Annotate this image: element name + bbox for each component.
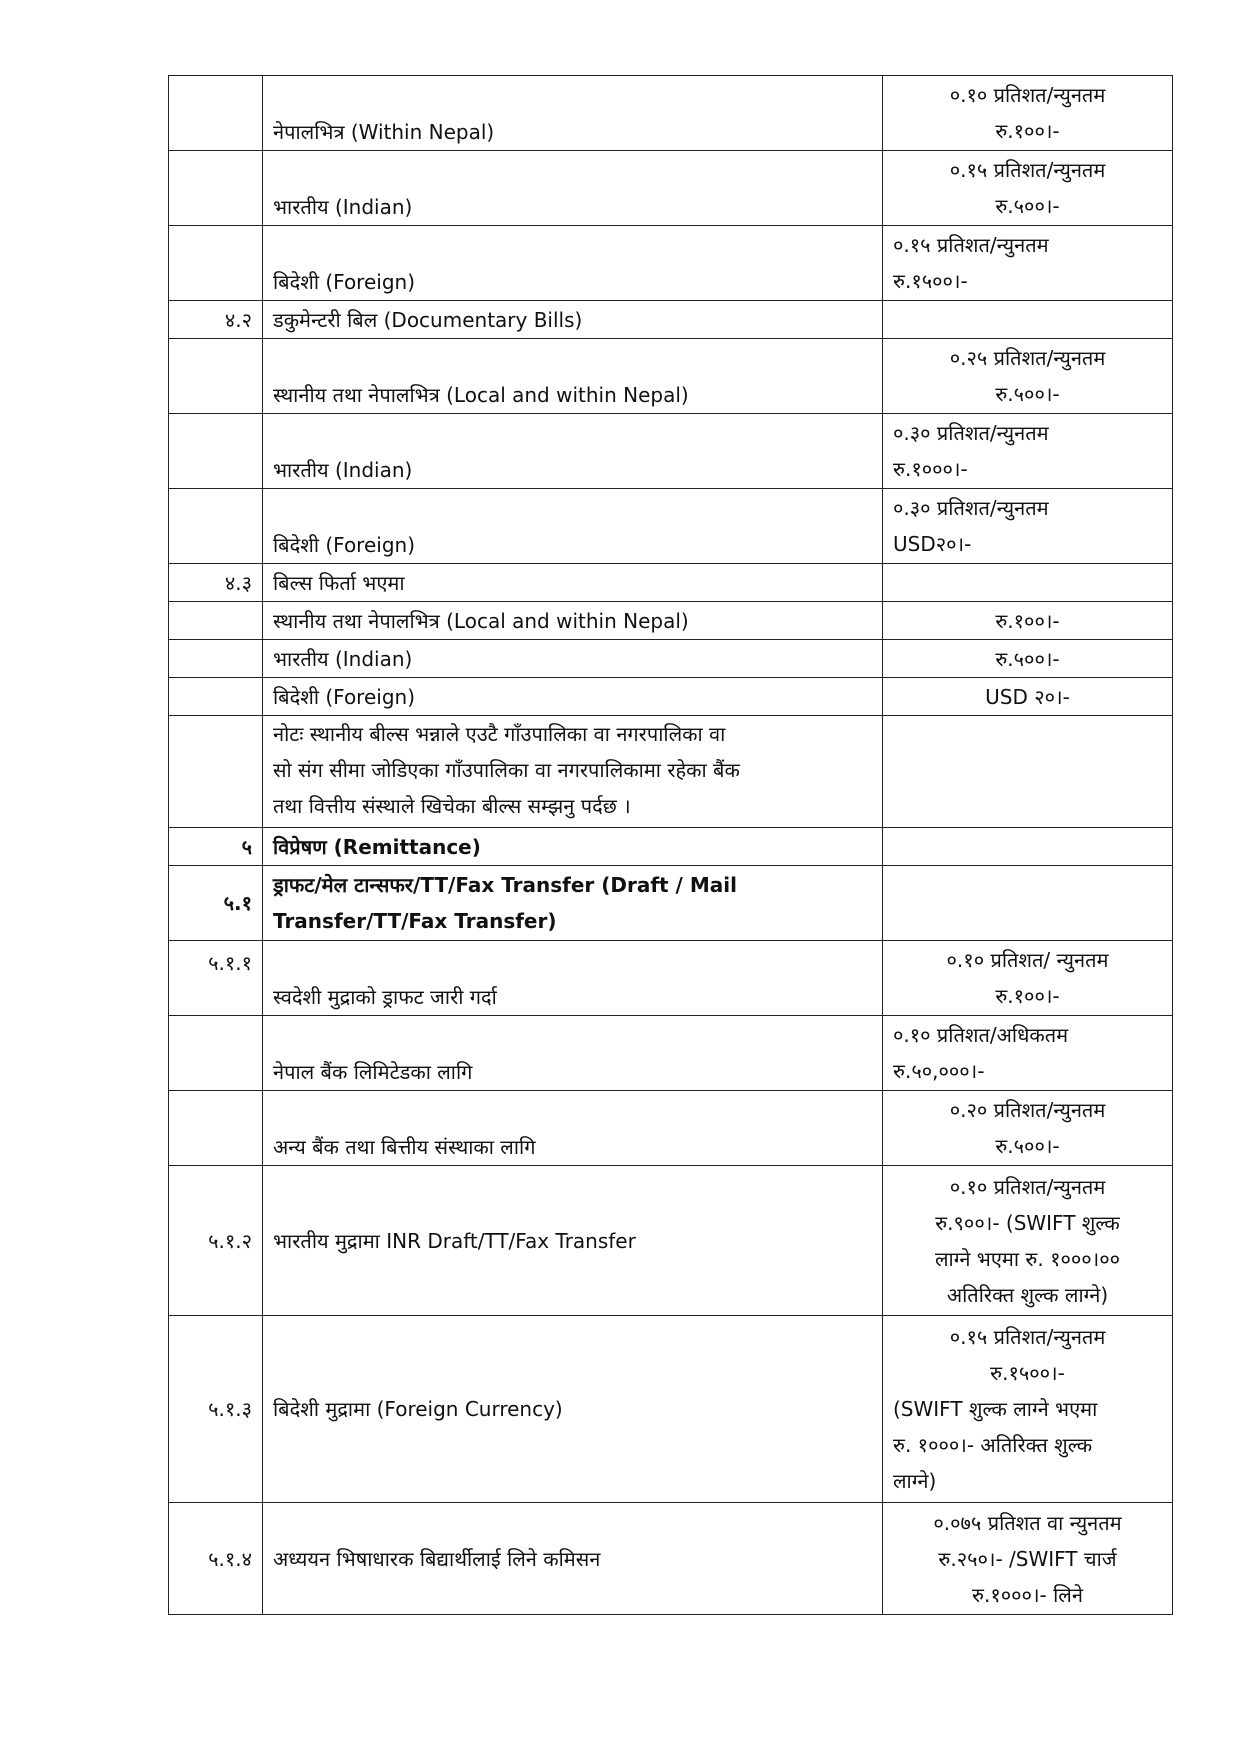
row-description: अध्ययन भिषाधारक बिद्यार्थीलाई लिने कमिसन [263,1503,883,1615]
row-rate [883,716,1173,828]
rate-line: ०.१० प्रतिशत/न्युनतम [949,83,1106,107]
rate-line: रु.५००।- [995,382,1060,406]
row-number: ४.२ [169,301,263,339]
rate-line: USD२०।- [893,532,972,556]
rate-line: ०.१५ प्रतिशत/न्युनतम [949,1325,1106,1349]
row-description: नेपालभित्र (Within Nepal) [263,76,883,151]
row-number [169,678,263,716]
rate-line: ०.१५ प्रतिशत/न्युनतम [893,233,1049,257]
row-description: भारतीय (Indian) [263,151,883,226]
table-row [169,489,1173,564]
row-rate [883,1503,1173,1615]
section-number: ५ [169,828,263,866]
rate-line: रु.५००।- [995,194,1060,218]
section-number: ५.१ [169,866,263,941]
row-rate [883,1016,1173,1091]
table-row [169,301,1173,339]
rate-line: रु.५००।- [995,646,1060,671]
section-heading: विप्रेषण (Remittance) [263,828,883,866]
row-number: ४.३ [169,564,263,602]
rate-line: ०.२५ प्रतिशत/न्युनतम [949,346,1106,370]
row-rate [883,226,1173,301]
row-number: ५.१.४ [169,1503,263,1615]
row-description: स्वदेशी मुद्राको ड्राफट जारी गर्दा [263,941,883,1016]
row-number [169,339,263,414]
row-rate [883,866,1173,941]
table-row [169,1166,1173,1316]
row-rate [883,76,1173,151]
row-number [169,602,263,640]
row-rate [883,602,1173,640]
rate-line: रु.१००।- [995,984,1060,1008]
row-description: अन्य बैंक तथा बित्तीय संस्थाका लागि [263,1091,883,1166]
row-number [169,1091,263,1166]
row-description: भारतीय (Indian) [263,640,883,678]
row-rate [883,151,1173,226]
row-rate [883,301,1173,339]
row-number [169,76,263,151]
table-row [169,226,1173,301]
rate-line: ०.२० प्रतिशत/न्युनतम [949,1098,1106,1122]
table-row [169,678,1173,716]
rate-line: अतिरिक्त शुल्क लाग्ने) [946,1282,1109,1307]
row-number [169,414,263,489]
row-description: डकुमेन्टरी बिल (Documentary Bills) [263,301,883,339]
row-description: बिदेशी (Foreign) [263,489,883,564]
rate-line: ०.१० प्रतिशत/अधिकतम [893,1023,1069,1047]
table-row [169,339,1173,414]
row-number [169,716,263,828]
table-row [169,941,1173,1016]
row-number [169,1016,263,1091]
row-rate [883,1166,1173,1316]
row-number [169,640,263,678]
row-description: बिदेशी मुद्रामा (Foreign Currency) [263,1316,883,1503]
row-number [169,489,263,564]
row-description: भारतीय मुद्रामा INR Draft/TT/Fax Transfer [263,1166,883,1316]
heading-line: ड्राफट/मेल टान्सफर/TT/Fax Transfer (Draft / Mail [273,873,737,897]
row-rate [883,640,1173,678]
table-row [169,1316,1173,1503]
row-description: भारतीय (Indian) [263,414,883,489]
table-row [169,716,1173,828]
rate-line: रु.२५०।- /SWIFT चार्ज [938,1546,1117,1571]
rate-line: रु.१५००।- [893,269,968,293]
rate-line: रु.१०००।- लिने [972,1582,1083,1607]
rate-line: ०.३० प्रतिशत/न्युनतम [893,421,1049,445]
row-description: बिदेशी (Foreign) [263,678,883,716]
table-row [169,640,1173,678]
row-rate [883,339,1173,414]
rate-line: (SWIFT शुल्क लाग्ने भएमा [893,1397,1098,1421]
rate-line: ०.०७५ प्रतिशत वा न्युनतम [933,1510,1122,1535]
table-row [169,602,1173,640]
row-description: बिदेशी (Foreign) [263,226,883,301]
row-description: नेपाल बैंक लिमिटेडका लागि [263,1016,883,1091]
row-rate [883,564,1173,602]
row-description: स्थानीय तथा नेपालभित्र (Local and within Nepal) [263,339,883,414]
table-row [169,76,1173,151]
rate-line: रु.५००।- [995,1134,1060,1158]
rate-line: रु.१००।- [995,608,1060,633]
table-row [169,828,1173,866]
row-number: ५.१.१ [169,941,263,1016]
rate-line: रु.१००।- [995,119,1060,143]
rate-line: USD २०।- [985,684,1070,709]
row-rate [883,678,1173,716]
note-line: तथा वित्तीय संस्थाले खिचेका बील्स सम्झनु पर्दछ । [273,794,631,818]
heading-line: Transfer/TT/Fax Transfer) [273,909,557,933]
rate-line: लाग्ने) [893,1469,937,1493]
row-rate [883,1091,1173,1166]
table-row [169,151,1173,226]
row-rate [883,489,1173,564]
row-rate [883,414,1173,489]
table-row [169,564,1173,602]
rate-line: ०.३० प्रतिशत/न्युनतम [893,496,1049,520]
rate-line: रु.१५००।- [990,1361,1065,1385]
row-number [169,151,263,226]
rate-line: रु.१०००।- [893,457,968,481]
rate-line: रु.९००।- (SWIFT शुल्क [935,1210,1120,1235]
fee-schedule-table [168,75,1173,1615]
note-line: नोटः स्थानीय बील्स भन्नाले एउटै गाँउपालिका वा नगरपालिका वा [273,722,726,746]
rate-line: ०.१५ प्रतिशत/न्युनतम [949,158,1106,182]
rate-line: ०.१० प्रतिशत/ न्युनतम [946,948,1109,972]
row-description: बिल्स फिर्ता भएमा [263,564,883,602]
rate-line: लाग्ने भएमा रु. १०००।०० [934,1246,1121,1271]
note-line: सो संग सीमा जोडिएका गाँउपालिका वा नगरपालिकामा रहेका बैंक [273,758,740,782]
row-rate [883,941,1173,1016]
row-rate [883,828,1173,866]
note-text [263,716,883,828]
table-row [169,1503,1173,1615]
row-number: ५.१.२ [169,1166,263,1316]
section-heading [263,866,883,941]
rate-line: रु. १०००।- अतिरिक्त शुल्क [893,1433,1093,1457]
row-description: स्थानीय तथा नेपालभित्र (Local and within Nepal) [263,602,883,640]
row-number: ५.१.३ [169,1316,263,1503]
rate-line: रु.५०,०००।- [893,1059,985,1083]
row-rate [883,1316,1173,1503]
table-row [169,414,1173,489]
rate-line: ०.१० प्रतिशत/न्युनतम [949,1174,1106,1199]
table-row [169,866,1173,941]
table-row [169,1016,1173,1091]
table-row [169,1091,1173,1166]
row-number [169,226,263,301]
